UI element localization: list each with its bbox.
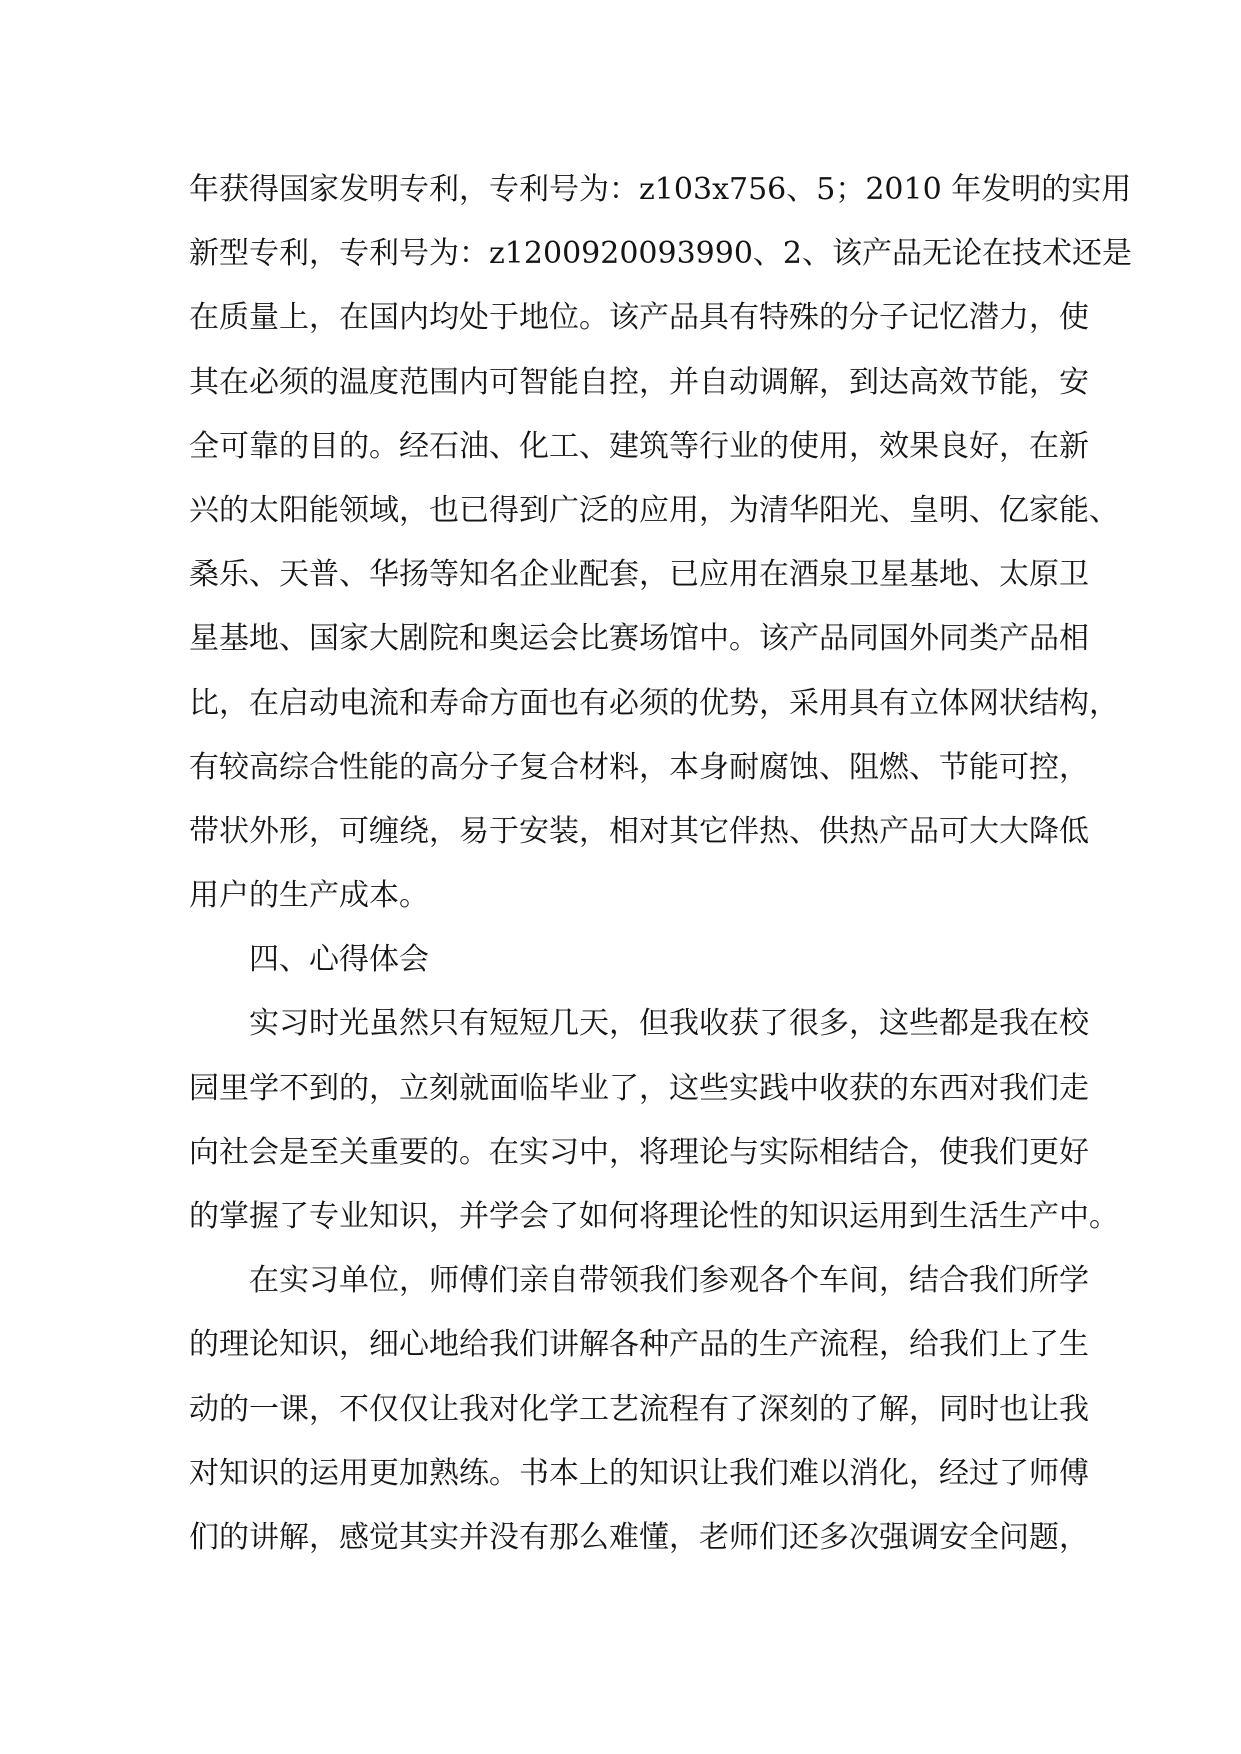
text-line: 兴的太阳能领域，也已得到广泛的应用，为清华阳光、皇明、亿家能、 [189,492,1119,528]
text-line: 桑乐、天普、华扬等知名企业配套，已应用在酒泉卫星基地、太原卫 [189,557,1089,593]
text-line: 对知识的运用更加熟练。书本上的知识让我们难以消化，经过了师傅 [189,1455,1089,1491]
text-line: 的掌握了专业知识，并学会了如何将理论性的知识运用到生活生产中。 [189,1199,1119,1234]
body-text [189,158,1133,1570]
text-line: 比，在启动电流和寿命方面也有必须的优势，采用具有立体网状结构， [189,685,1119,721]
text-line: 在质量上，在国内均处于地位。该产品具有特殊的分子记忆潜力，使 [189,300,1089,336]
text-line: 用户的生产成本。 [189,878,429,914]
text-line: 动的一课，不仅仅让我对化学工艺流程有了深刻的了解，同时也让我 [189,1391,1089,1427]
text-line: 们的讲解，感觉其实并没有那么难懂，老师们还多次强调安全问题， [189,1519,1089,1555]
text-line: 全可靠的目的。经石油、化工、建筑等行业的使用，效果良好，在新 [189,428,1089,464]
paragraph-start: 在实习单位，师傅们亲自带领我们参观各个车间，结合我们所学 [249,1263,1089,1299]
paragraph-start: 实习时光虽然只有短短几天，但我收获了很多，这些都是我在校 [249,1006,1089,1042]
text-line: 星基地、国家大剧院和奥运会比赛场馆中。该产品同国外同类产品相 [189,621,1089,657]
text-line: 向社会是至关重要的。在实习中，将理论与实际相结合，使我们更好 [189,1134,1089,1170]
text-line: 新型专利，专利号为：z1200920093990、2、该产品无论在技术还是 [189,236,1133,272]
text-line: 的理论知识，细心地给我们讲解各种产品的生产流程，给我们上了生 [189,1327,1089,1363]
text-line: 年获得国家发明专利，专利号为：z103x756、5；2010 年发明的实用 [189,172,1132,207]
text-line: 有较高综合性能的高分子复合材料，本身耐腐蚀、阻燃、节能可控， [189,749,1089,785]
text-line: 园里学不到的，立刻就面临毕业了，这些实践中收获的东西对我们走 [189,1070,1089,1106]
text-line: 其在必须的温度范围内可智能自控，并自动调解，到达高效节能，安 [189,364,1089,400]
section-heading: 四、心得体会 [249,942,429,978]
text-line: 带状外形，可缠绕，易于安装，相对其它伴热、供热产品可大大降低 [189,813,1089,849]
